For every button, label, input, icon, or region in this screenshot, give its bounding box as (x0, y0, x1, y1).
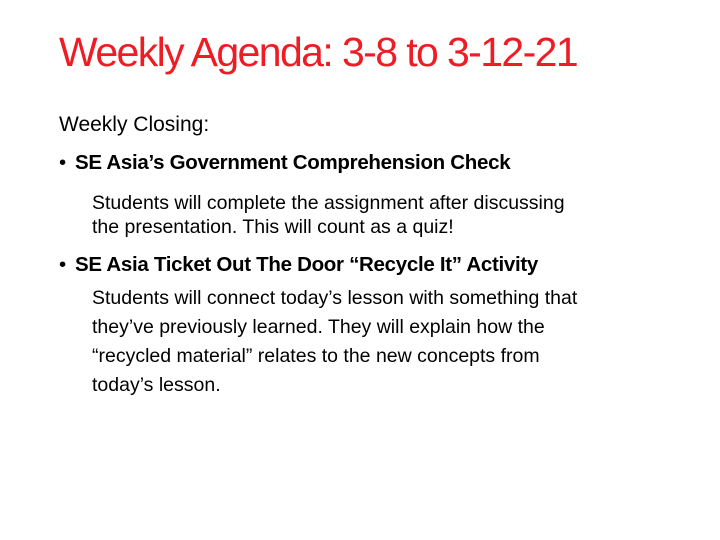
description-line: the presentation. This will count as a quiz! (92, 216, 454, 238)
description-line: they’ve previously learned. They will explain how the (92, 316, 545, 338)
description-line: today’s lesson. (92, 374, 221, 396)
bullet-heading: SE Asia’s Government Comprehension Check (75, 151, 511, 174)
bullet-icon: • (59, 253, 66, 276)
bullet-heading: SE Asia Ticket Out The Door “Recycle It” Activity (75, 253, 539, 276)
bullet-item-ticket-out (59, 253, 538, 278)
bullet-description (92, 284, 712, 400)
bullet-description (92, 191, 712, 239)
section-label: Weekly Closing: (59, 113, 210, 136)
description-line: Students will complete the assignment after discussing (92, 192, 565, 214)
description-line: Students will connect today’s lesson with something that (92, 287, 578, 309)
description-line: “recycled material” relates to the new concepts from (92, 345, 540, 367)
slide-title: Weekly Agenda: 3-8 to 3-12-21 (59, 29, 578, 75)
bullet-icon: • (59, 151, 66, 174)
bullet-item-comprehension-check (59, 151, 510, 176)
